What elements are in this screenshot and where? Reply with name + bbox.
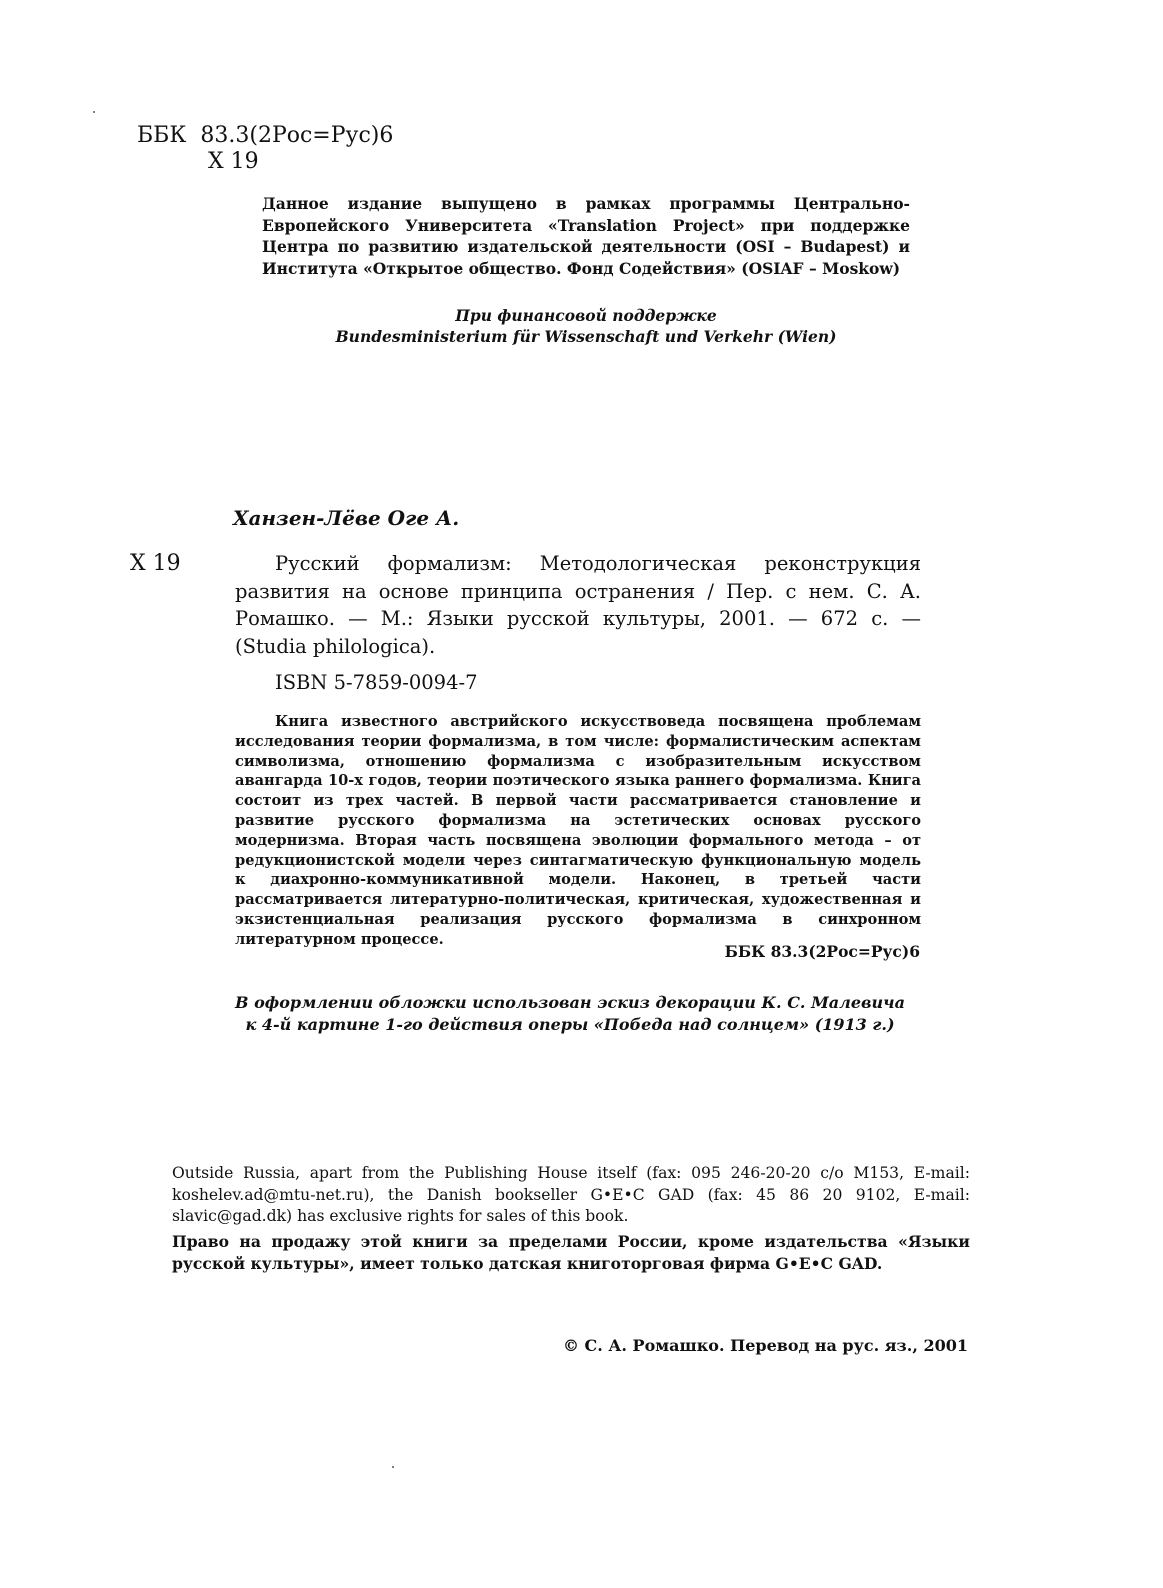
support-line-1: При финансовой поддержке	[455, 306, 717, 325]
bbk-classification	[137, 122, 393, 150]
scan-speck	[93, 111, 95, 113]
rights-russian: Право на продажу этой книги за пределами России, кроме издательства «Языки русской культуры», имеет только датская книготорговая фирма G•E•C GAD.	[172, 1232, 970, 1273]
isbn: ISBN 5-7859-0094-7	[275, 671, 478, 694]
annotation: Книга известного австрийского искусствоведа посвящена проблемам исследования теории формализма, в том числе: формалистическим аспектам символизма, отношению формализма с изобразительным искусством авангарда 10-х годов, теории поэтического языка раннего формализма. Книга состоит из трех частей. В первой части рассматривается становление и развитие русского формализма на эстетических основах русского модернизма. Вторая часть посвящена эволюции формального метода – от редукционистской модели через синтагматическую функциональную модель к диахронно-коммуникативной модели. Наконец, в третьей части рассматривается литературно-политическая, критическая, художественная и экзистенциальная реализация русского формализма в синхронном литературном процессе.	[235, 713, 921, 948]
bbk-label: ББК	[137, 123, 187, 148]
support-line-2: Bundesministerium für Wissenschaft und Verkehr (Wien)	[335, 327, 837, 346]
catalog-author: Ханзен-Лёве Оге А.	[233, 506, 460, 530]
financial-support	[262, 305, 910, 347]
rights-english: Outside Russia, apart from the Publishing House itself (fax: 095 246-20-20 c/o M153, E-mail: koshelev.ad@mtu-net.ru), the Danish bookseller G•E•C GAD (fax: 45 86 20 9102, E-mail: slavic@gad.dk) has exclusive rights for sales of this book.	[172, 1164, 970, 1225]
cover-note-line-1: В оформлении обложки использован эскиз декорации К. С. Малевича	[235, 993, 905, 1012]
copyright-notice: © С. А. Ромашко. Перевод на рус. яз., 2001	[562, 1336, 968, 1355]
cover-note	[220, 992, 920, 1036]
bibliographic-description: Русский формализм: Методологическая реконструкция развития на основе принципа остранения / Пер. с нем. С. А. Ромашко. — М.: Языки русской культуры, 2001. — 672 с. — (Studia philologica).	[235, 552, 921, 658]
cover-note-line-2: к 4-й картине 1-го действия оперы «Победа над солнцем» (1913 г.)	[245, 1015, 895, 1034]
bbk-footer: ББК 83.3(2Рос=Рус)6	[724, 942, 920, 961]
bbk-code: 83.3(2Рос=Рус)6	[200, 123, 394, 148]
edition-note: Данное издание выпущено в рамках программы Центрально-Европейского Университета «Translation Project» при поддержке Центра по развитию издательской деятельности (OSI – Budapest) и Института «Открытое общество. Фонд Содействия» (OSIAF – Moskow)	[262, 194, 910, 278]
catalog-index-mark: Х 19	[130, 551, 181, 576]
author-mark: Х 19	[208, 149, 259, 174]
scan-speck	[392, 1466, 394, 1468]
